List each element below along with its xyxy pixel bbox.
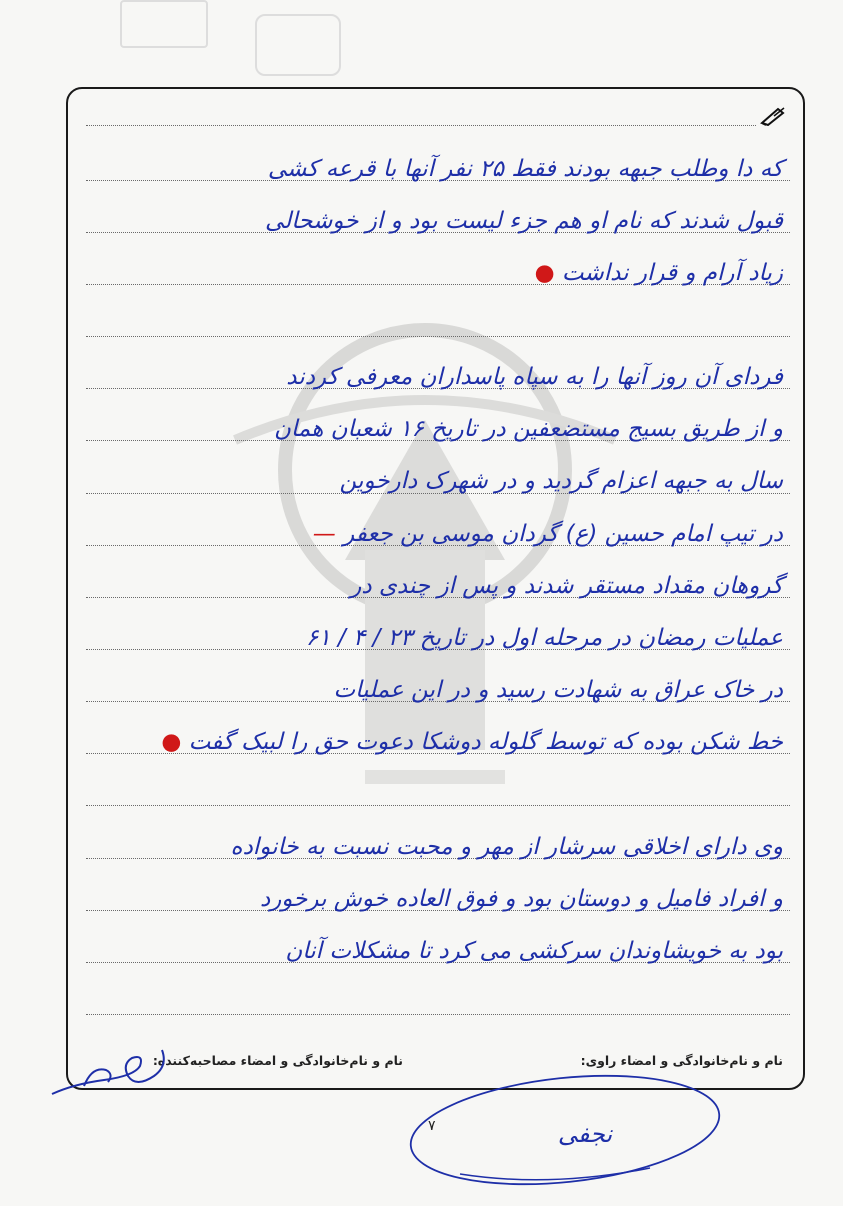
interviewer-signature <box>400 1062 730 1192</box>
red-period-mark: ● <box>534 260 562 286</box>
bleed-through-stamp <box>255 14 341 76</box>
handwritten-line: فردای آن روز آنها را به سپاه پاسداران معرفی کردند <box>286 364 783 390</box>
bleed-through-stamp <box>120 0 208 48</box>
red-dash-mark: — <box>312 521 344 547</box>
handwritten-line: سال به جبهه اعزام گردید و در شهرک دارخوین <box>339 468 783 494</box>
red-period-mark: ● <box>161 729 189 755</box>
ruled-line <box>86 125 756 126</box>
handwritten-line: در خاک عراق به شهادت رسید و در این عملیات <box>333 677 783 703</box>
handwritten-line: و افراد فامیل و دوستان بود و فوق العاده خوش برخورد <box>259 886 783 912</box>
handwritten-line: بود به خویشاوندان سرکشی می کرد تا مشکلات آنان <box>285 938 783 964</box>
interviewer-signature-label: نام و نام‌خانوادگی و امضاء مصاحبه‌کننده: <box>152 1053 403 1068</box>
handwritten-line: در تیپ امام حسین (ع) گردان موسی بن جعفر — <box>312 521 783 547</box>
handwritten-line: که دا وطلب جبهه بودند فقط ۲۵ نفر آنها با قرعه کشی <box>267 156 783 182</box>
page-number: ۷ <box>428 1118 436 1134</box>
handwritten-line: گروهان مقداد مستقر شدند و پس از چندی در <box>350 573 783 599</box>
narrator-signature <box>44 1036 184 1106</box>
handwritten-line: خط شکن بوده که توسط گلوله دوشکا دعوت حق را لبیک گفت ● <box>161 729 783 755</box>
pen-icon <box>760 106 786 126</box>
handwritten-line: زیاد آرام و قرار نداشت ● <box>534 260 783 286</box>
ruled-line <box>86 1014 790 1015</box>
handwritten-line: عملیات رمضان در مرحله اول در تاریخ ۲۳ / ۴ / ۶۱ <box>305 625 783 651</box>
interviewer-signature-text: نجفی <box>557 1120 613 1148</box>
handwritten-line: وی دارای اخلاقی سرشار از مهر و محبت نسبت به خانواده <box>230 834 783 860</box>
narrator-signature-label: نام و نام‌خانوادگی و امضاء راوی: <box>580 1053 783 1068</box>
ruled-line <box>86 336 790 337</box>
handwritten-line: و از طریق بسیج مستضعفین در تاریخ ۱۶ شعبان همان <box>274 416 783 442</box>
ruled-line <box>86 805 790 806</box>
handwritten-line: قبول شدند که نام او هم جزء لیست بود و از خوشحالی <box>265 208 783 234</box>
